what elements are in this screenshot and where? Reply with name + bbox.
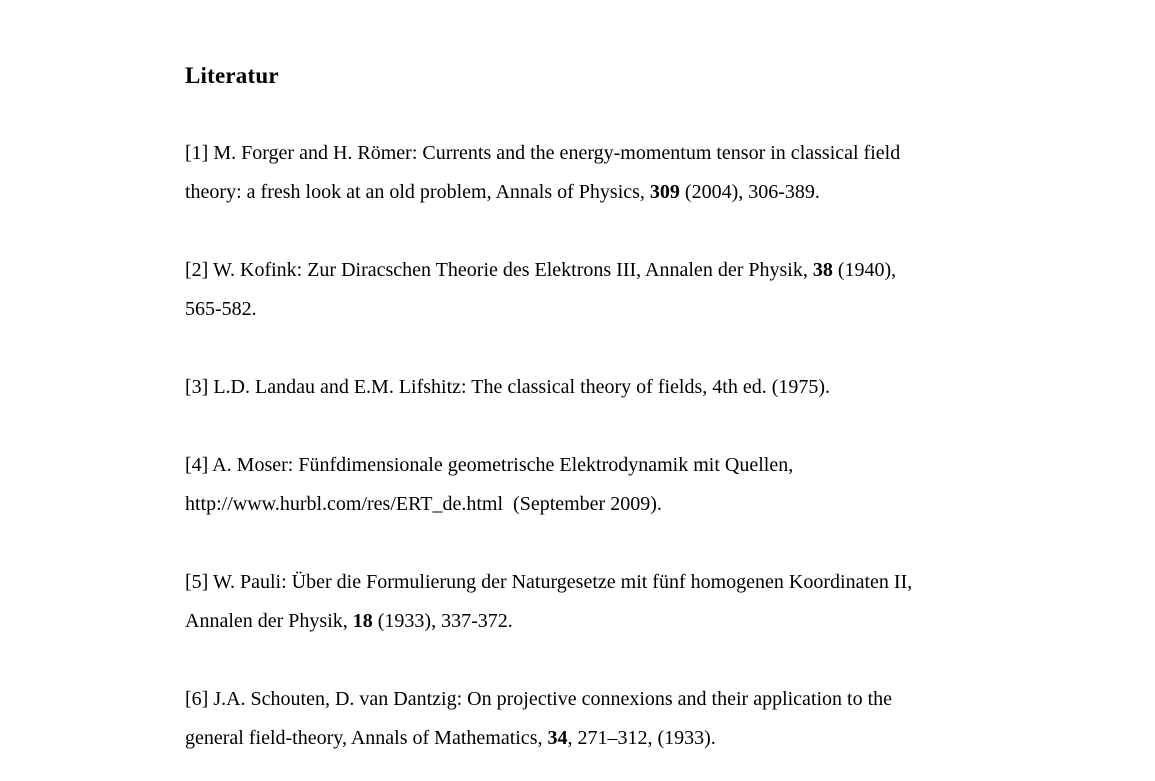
reference-text: Annalen der Physik,	[185, 610, 353, 632]
volume-number: 34	[547, 727, 568, 749]
reference-text: (2004), 306-389.	[679, 181, 820, 203]
reference-text: (1940),	[832, 259, 897, 281]
reference-entry	[185, 563, 1125, 641]
reference-line	[185, 680, 1125, 719]
volume-number: 309	[649, 181, 680, 203]
reference-text: (September 2009).	[503, 493, 662, 515]
reference-entry	[185, 368, 1125, 407]
reference-list	[185, 134, 1125, 758]
reference-line	[185, 446, 1125, 485]
reference-text: [3] L.D. Landau and E.M. Lifshitz: The classical theory of fields, 4th ed. (1975).	[185, 376, 831, 398]
reference-entry	[185, 134, 1125, 212]
reference-text: [2] W. Kofink: Zur Diracschen Theorie des Elektrons III, Annalen der Physik,	[185, 259, 813, 281]
reference-text: [4] A. Moser: Fünfdimensionale geometrische Elektrodynamik mit Quellen,	[185, 454, 794, 476]
reference-url: http://www.hurbl.com/res/ERT_de.html	[185, 493, 504, 515]
reference-text: , 271–312, (1933).	[567, 727, 716, 749]
reference-text: general field-theory, Annals of Mathematics,	[185, 727, 548, 749]
volume-number: 18	[352, 610, 373, 632]
reference-line	[185, 368, 1125, 407]
reference-line	[185, 719, 1125, 758]
volume-number: 38	[812, 259, 833, 281]
reference-entry	[185, 446, 1125, 524]
reference-text: (1933), 337-372.	[372, 610, 513, 632]
reference-entry	[185, 680, 1125, 758]
reference-line	[185, 251, 1125, 290]
reference-line	[185, 290, 1125, 329]
reference-text: [1] M. Forger and H. Römer: Currents and the energy-momentum tensor in classical field	[185, 142, 901, 164]
reference-entry	[185, 251, 1125, 329]
reference-text: theory: a fresh look at an old problem, Annals of Physics,	[185, 181, 650, 203]
reference-line	[185, 563, 1125, 602]
reference-line	[185, 602, 1125, 641]
reference-line	[185, 173, 1125, 212]
section-heading: Literatur	[185, 63, 279, 88]
reference-text: 565-582.	[185, 298, 257, 320]
reference-text: [6] J.A. Schouten, D. van Dantzig: On projective connexions and their application to the	[185, 688, 893, 710]
reference-line	[185, 134, 1125, 173]
reference-text: [5] W. Pauli: Über die Formulierung der Naturgesetze mit fünf homogenen Koordinaten II,	[185, 571, 913, 593]
reference-line	[185, 485, 1125, 524]
